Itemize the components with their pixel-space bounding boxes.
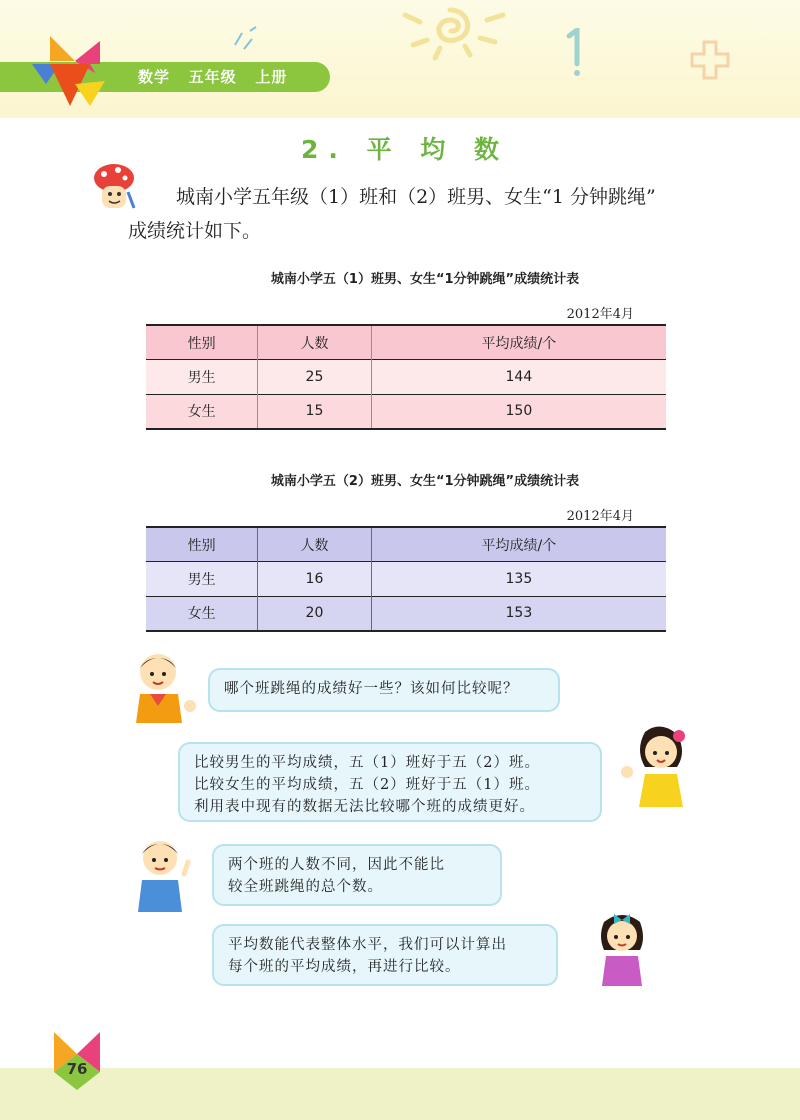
intro-line-2: 成绩统计如下。 — [128, 220, 262, 242]
number-one-doodle-icon — [565, 28, 585, 78]
bubble-line: 比较女生的平均成绩，五（2）班好于五（1）班。 — [194, 777, 540, 793]
table-row — [146, 562, 666, 597]
cell-gender: 女生 — [146, 596, 258, 631]
bubble-line: 每个班的平均成绩，再进行比较。 — [228, 959, 461, 975]
cell-average: 135 — [371, 562, 666, 597]
bubble-line: 两个班的人数不同，因此不能比 — [228, 857, 445, 873]
cell-average: 144 — [371, 360, 666, 395]
girl-bow-character-icon — [592, 908, 652, 986]
section-title: 2. 平 均 数 — [300, 135, 509, 164]
bubble-line: 比较男生的平均成绩，五（1）班好于五（2）班。 — [194, 755, 540, 771]
intro-paragraph — [128, 180, 738, 248]
table-row — [146, 596, 666, 631]
cell-count: 16 — [258, 562, 372, 597]
cell-average: 150 — [371, 394, 666, 429]
cell-gender: 男生 — [146, 562, 258, 597]
cell-gender: 男生 — [146, 360, 258, 395]
tangram-logo-icon — [30, 36, 120, 111]
sun-doodle-icon — [375, 0, 525, 75]
table2-date: 2012年4月 — [566, 509, 634, 524]
cell-average: 153 — [371, 596, 666, 631]
page-number: 76 — [66, 1060, 88, 1078]
intro-line-1: 城南小学五年级（1）班和（2）班男、女生“1 分钟跳绳” — [176, 186, 656, 208]
cell-gender: 女生 — [146, 394, 258, 429]
speech-bubble-conclusion — [212, 924, 558, 986]
boy-pointing-character-icon — [126, 832, 201, 912]
header-gender: 性别 — [146, 527, 258, 562]
header-count: 人数 — [258, 325, 372, 360]
girl-character-icon — [615, 722, 700, 807]
header-gender: 性别 — [146, 325, 258, 360]
class2-stats-table — [146, 526, 666, 632]
cell-count: 20 — [258, 596, 372, 631]
cell-count: 15 — [258, 394, 372, 429]
table1-date: 2012年4月 — [566, 307, 634, 322]
table2-caption: 城南小学五（2）班男、女生“1分钟跳绳”成绩统计表 — [270, 474, 580, 489]
cell-count: 25 — [258, 360, 372, 395]
bubble-line: 平均数能代表整体水平，我们可以计算出 — [228, 937, 507, 953]
doodle-stars-icon — [230, 25, 270, 55]
header-average: 平均成绩/个 — [371, 527, 666, 562]
bottom-decoration-band — [0, 1068, 800, 1120]
bubble-line: 利用表中现有的数据无法比较哪个班的成绩更好。 — [194, 799, 535, 815]
header-average: 平均成绩/个 — [371, 325, 666, 360]
book-title: 数学 五年级 上册 — [138, 68, 288, 86]
table-row — [146, 394, 666, 429]
boy-character-icon — [120, 648, 200, 723]
class1-stats-table — [146, 324, 666, 430]
speech-bubble-reason — [212, 844, 502, 906]
speech-bubble-question — [208, 668, 560, 712]
table-row — [146, 360, 666, 395]
table-header-row — [146, 527, 666, 562]
table-header-row — [146, 325, 666, 360]
table1-caption: 城南小学五（1）班男、女生“1分钟跳绳”成绩统计表 — [270, 272, 580, 287]
speech-bubble-comparison — [178, 742, 602, 822]
plus-doodle-icon — [690, 40, 730, 80]
bubble-line: 较全班跳绳的总个数。 — [228, 879, 383, 895]
header-count: 人数 — [258, 527, 372, 562]
bubble-line: 哪个班跳绳的成绩好一些？该如何比较呢？ — [224, 681, 519, 697]
